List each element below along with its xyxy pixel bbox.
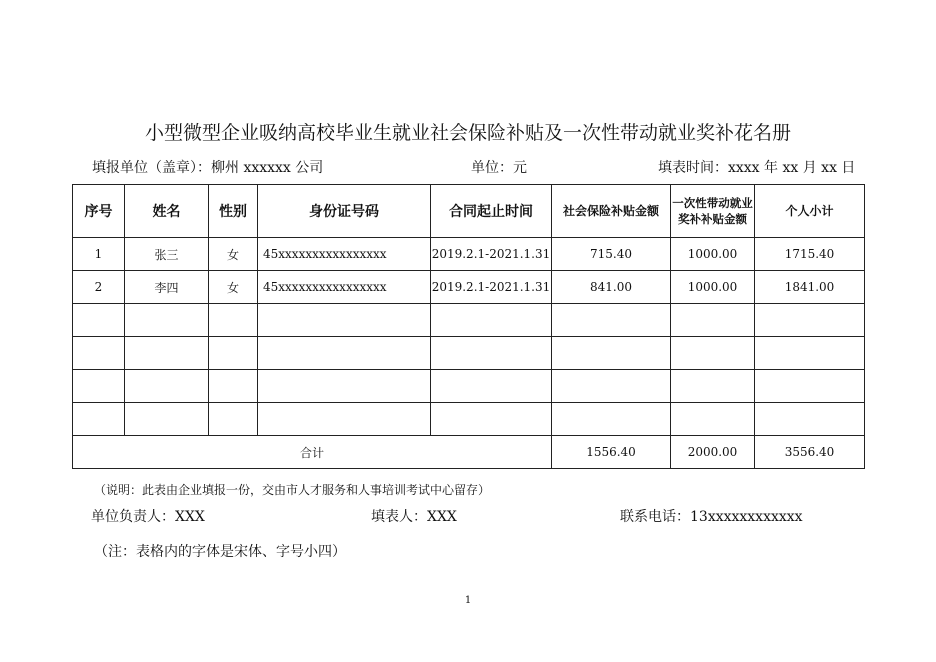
table-cell [209,337,258,370]
form-filler: 填表人：XXX [371,509,457,525]
table-cell [671,337,755,370]
table-row [73,403,865,436]
table-cell [431,403,552,436]
header-cell: 个人小计 [755,185,865,238]
total-row [73,436,865,469]
table-cell: 715.40 [552,238,671,271]
table-cell [258,370,431,403]
roster-table [72,184,865,469]
table-cell [755,370,865,403]
contact-phone: 联系电话：13xxxxxxxxxxxx [620,509,803,525]
table-cell: 841.00 [552,271,671,304]
total-social-insurance: 1556.40 [552,436,671,469]
table-cell [552,337,671,370]
table-cell: 1841.00 [755,271,865,304]
table-cell: 2019.2.1-2021.1.31 [431,271,552,304]
table-cell: 女 [209,271,258,304]
table-cell [671,370,755,403]
table-header-row [73,185,865,238]
currency-unit: 单位：元 [471,160,527,176]
table-cell: 张三 [125,238,209,271]
table-cell: 2019.2.1-2021.1.31 [431,238,552,271]
table-cell: 1715.40 [755,238,865,271]
header-cell: 社会保险补贴金额 [552,185,671,238]
total-one-time-award: 2000.00 [671,436,755,469]
header-cell: 身份证号码 [258,185,431,238]
table-cell [755,304,865,337]
table-cell [73,337,125,370]
header-cell: 一次性带动就业奖补补贴金额 [671,185,755,238]
explanation-note: （说明：此表由企业填报一份，交由市人才服务和人事培训考试中心留存） [94,483,491,497]
table-cell [73,403,125,436]
table-cell [431,337,552,370]
table-cell [125,370,209,403]
header-cell: 合同起止时间 [431,185,552,238]
total-label: 合计 [73,436,552,469]
table-cell [431,304,552,337]
table-cell [73,304,125,337]
table-cell [552,370,671,403]
table-row [73,370,865,403]
table-cell [258,304,431,337]
table-cell [755,403,865,436]
table-cell [125,337,209,370]
header-cell: 序号 [73,185,125,238]
total-subtotal: 3556.40 [755,436,865,469]
font-remark: （注：表格内的字体是宋体、字号小四） [94,544,346,560]
table-cell [671,304,755,337]
header-cell: 姓名 [125,185,209,238]
table-cell [671,403,755,436]
table-cell: 女 [209,238,258,271]
table-cell [209,370,258,403]
table-row [73,271,865,304]
table-cell [73,370,125,403]
table-cell: 2 [73,271,125,304]
table-cell: 李四 [125,271,209,304]
table-cell [125,304,209,337]
table-cell [125,403,209,436]
table-cell: 45xxxxxxxxxxxxxxxx [258,271,431,304]
responsible-person: 单位负责人：XXX [91,509,205,525]
table-cell: 1000.00 [671,238,755,271]
table-cell [258,337,431,370]
table-cell [552,304,671,337]
table-row [73,337,865,370]
page-title: 小型微型企业吸纳高校毕业生就业社会保险补贴及一次性带动就业奖补花名册 [144,122,791,144]
filing-unit: 填报单位（盖章）：柳州 xxxxxx 公司 [92,160,324,176]
table-cell [431,370,552,403]
table-cell [258,403,431,436]
table-cell [209,304,258,337]
table-cell: 1000.00 [671,271,755,304]
table-cell [209,403,258,436]
table-cell [552,403,671,436]
page-number: 1 [464,595,472,606]
table-cell: 1 [73,238,125,271]
table-cell [755,337,865,370]
table-row [73,304,865,337]
fill-date: 填表时间：xxxx 年 xx 月 xx 日 [658,160,856,176]
table-cell: 45xxxxxxxxxxxxxxxx [258,238,431,271]
table-row [73,238,865,271]
header-cell: 性别 [209,185,258,238]
